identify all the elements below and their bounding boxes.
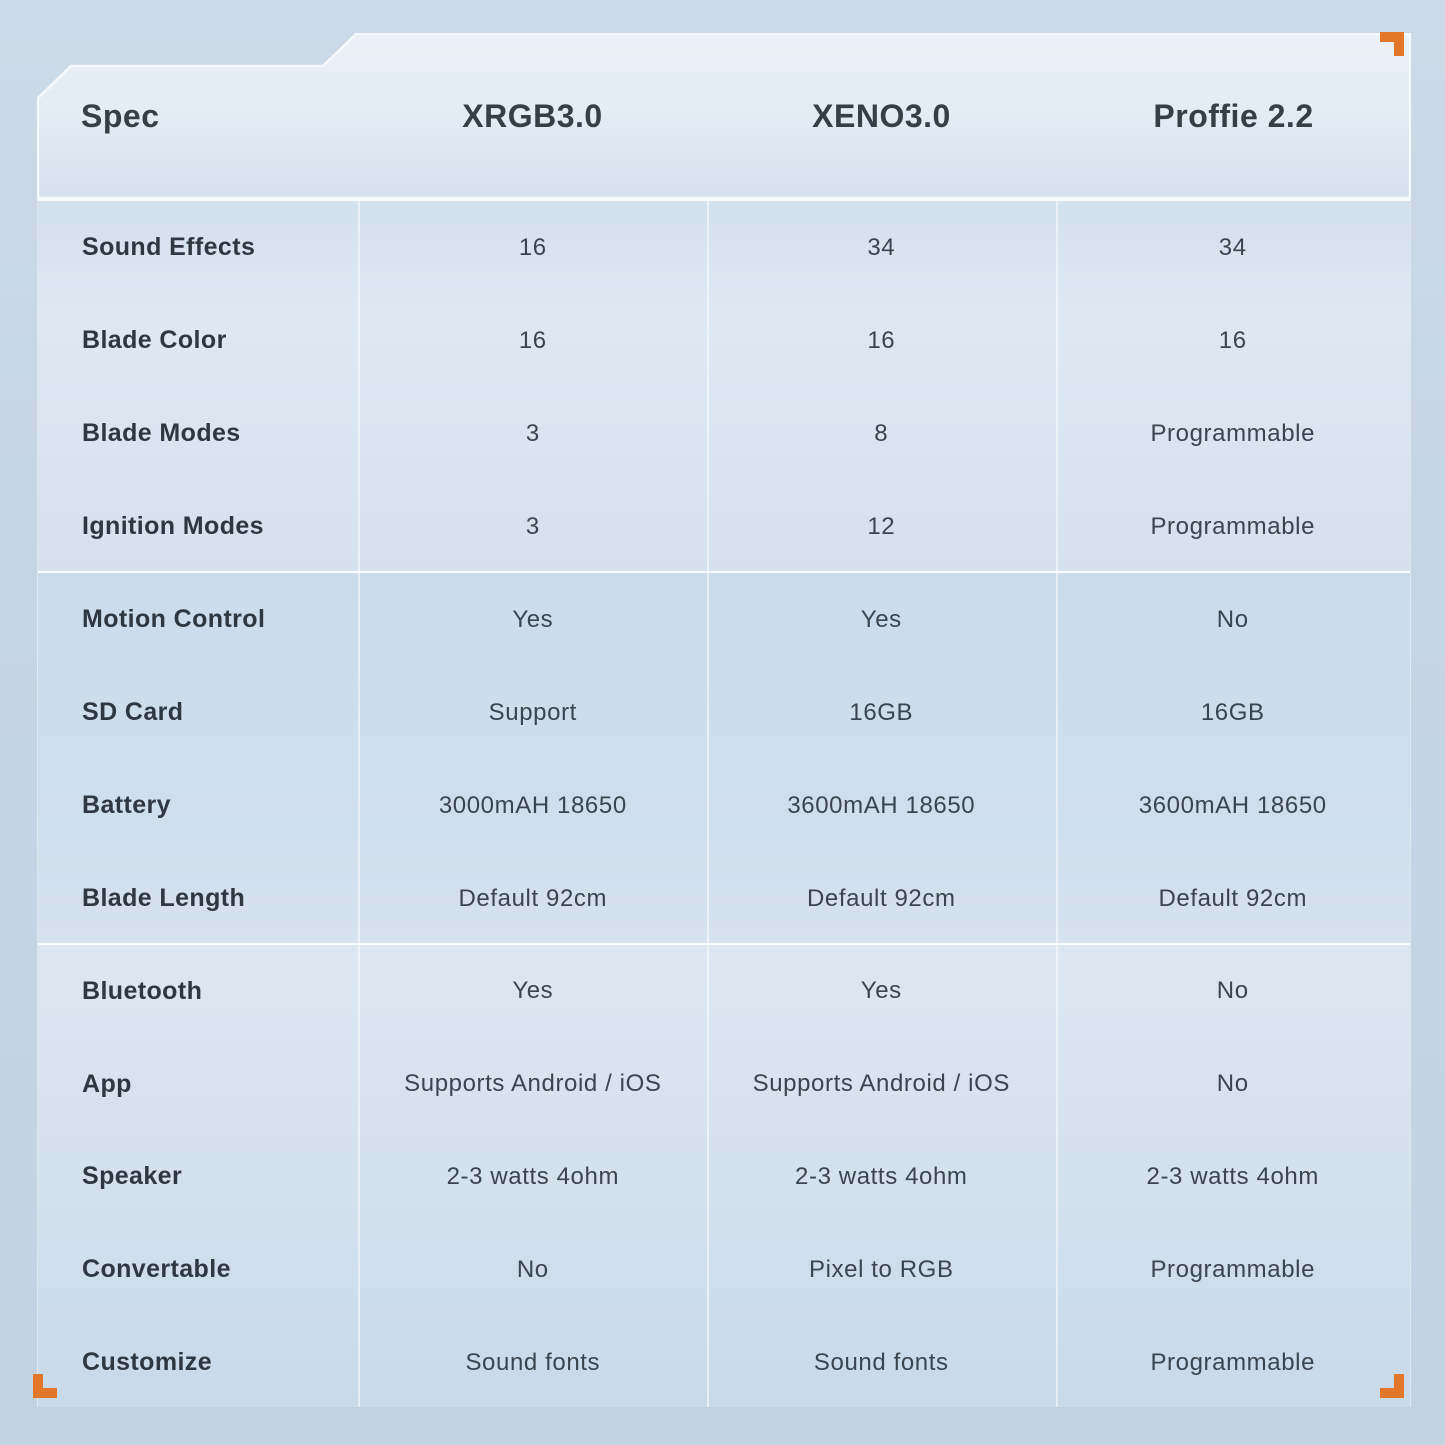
cell-value: 2-3 watts 4ohm xyxy=(446,1162,620,1190)
cell-value: 16 xyxy=(867,326,896,354)
row-label: Blade Length xyxy=(82,884,246,912)
cell-value: Yes xyxy=(512,977,554,1005)
cell-value: Sound fonts xyxy=(813,1348,949,1376)
cell-value: No xyxy=(1216,605,1249,633)
row-label: Bluetooth xyxy=(82,976,203,1005)
cell-value: 3 xyxy=(525,512,540,540)
table-row xyxy=(38,1131,1410,1224)
header-spec: Spec xyxy=(81,97,160,134)
row-label: Battery xyxy=(82,791,171,819)
cell-value: Yes xyxy=(512,605,554,633)
table-row xyxy=(38,480,1410,573)
table-row xyxy=(38,759,1410,852)
cell-value: Programmable xyxy=(1150,1255,1316,1283)
header-proffie: Proffie 2.2 xyxy=(1153,97,1314,134)
cell-value: Programmable xyxy=(1150,512,1316,540)
row-label: Motion Control xyxy=(82,605,266,633)
cell-value: 8 xyxy=(874,419,889,447)
table-body xyxy=(37,199,1411,1407)
cell-value: Supports Android / iOS xyxy=(404,1070,662,1098)
cell-value: Yes xyxy=(860,605,902,633)
table-row xyxy=(38,1316,1410,1409)
cell-value: Supports Android / iOS xyxy=(752,1070,1010,1098)
table-row xyxy=(38,294,1410,387)
cell-value: Programmable xyxy=(1150,1348,1316,1376)
cell-value: 16 xyxy=(1218,326,1247,354)
cell-value: Yes xyxy=(860,977,902,1005)
column-divider xyxy=(358,199,360,1407)
cell-value: Default 92cm xyxy=(458,884,608,912)
row-label: SD Card xyxy=(82,698,184,726)
table-row xyxy=(38,852,1410,945)
table-row xyxy=(38,387,1410,480)
cell-value: 3600mAH 18650 xyxy=(1138,791,1327,819)
header-xrgb30: XRGB3.0 xyxy=(462,97,603,134)
row-label: Speaker xyxy=(82,1162,183,1191)
column-divider xyxy=(707,199,709,1407)
cell-value: 16 xyxy=(518,233,547,261)
table-row xyxy=(38,573,1410,666)
table-row xyxy=(38,201,1410,294)
cell-value: 2-3 watts 4ohm xyxy=(1146,1162,1319,1190)
table-header xyxy=(37,33,1411,199)
band-middle xyxy=(38,571,1410,943)
row-label: Convertable xyxy=(82,1255,231,1284)
row-label: Customize xyxy=(82,1348,213,1377)
band-top xyxy=(38,199,1410,571)
corner-bracket-bottom-left xyxy=(33,1374,57,1398)
table-row xyxy=(38,1223,1410,1316)
row-label: App xyxy=(82,1069,132,1098)
cell-value: 3000mAH 18650 xyxy=(438,791,627,819)
row-label: Blade Color xyxy=(82,326,227,354)
cell-value: 12 xyxy=(867,512,896,540)
cell-value: 34 xyxy=(1218,233,1247,261)
cell-value: Default 92cm xyxy=(806,884,956,912)
cell-value: Pixel to RGB xyxy=(808,1255,954,1283)
row-label: Sound Effects xyxy=(82,233,256,261)
cell-value: Programmable xyxy=(1150,419,1316,447)
row-label: Ignition Modes xyxy=(82,512,264,540)
cell-value: 16GB xyxy=(849,698,914,726)
cell-value: 16GB xyxy=(1200,698,1265,726)
table-row xyxy=(38,945,1410,1038)
cell-value: No xyxy=(1216,1070,1249,1098)
header-xeno30: XENO3.0 xyxy=(812,97,951,134)
cell-value: No xyxy=(1216,977,1249,1005)
corner-bracket-bottom-right xyxy=(1380,1374,1404,1398)
row-label: Blade Modes xyxy=(82,419,241,447)
cell-value: 34 xyxy=(867,233,896,261)
cell-value: Default 92cm xyxy=(1158,884,1308,912)
cell-value: No xyxy=(516,1255,549,1283)
cell-value: Sound fonts xyxy=(465,1348,601,1376)
column-divider xyxy=(1056,199,1058,1407)
cell-value: 3 xyxy=(525,419,540,447)
cell-value: Support xyxy=(488,698,577,726)
table-row xyxy=(38,1038,1410,1131)
table-row xyxy=(38,666,1410,759)
cell-value: 3600mAH 18650 xyxy=(787,791,976,819)
cell-value: 2-3 watts 4ohm xyxy=(795,1162,968,1190)
band-bottom xyxy=(38,943,1410,1407)
corner-bracket-top-right xyxy=(1380,32,1404,56)
cell-value: 16 xyxy=(518,326,547,354)
